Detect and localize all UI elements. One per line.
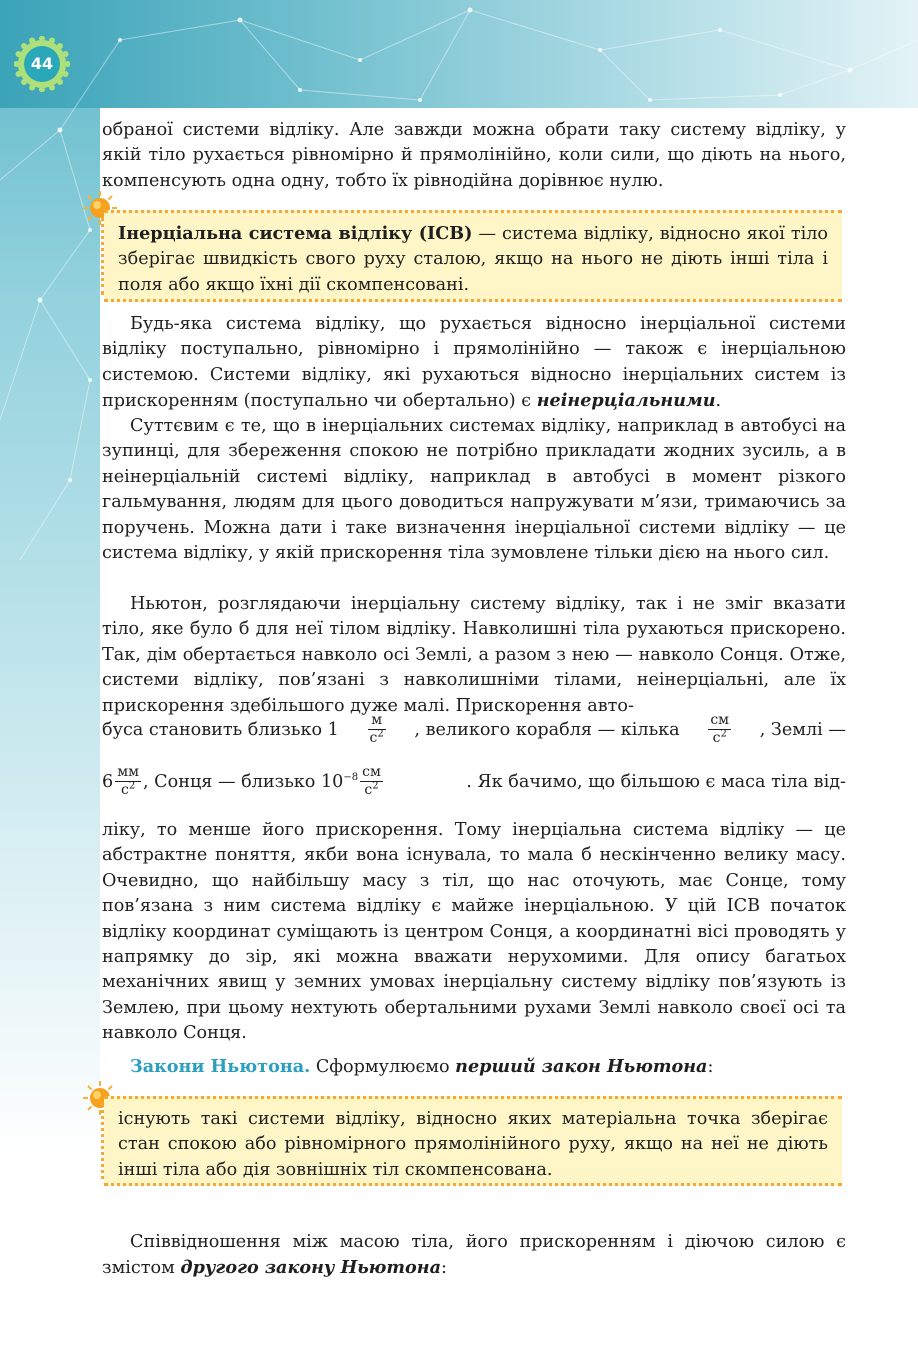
paragraph-noninertial-text: Будь-яка система відліку, що рухається відносно інерціальної системи відліку поступально, рівномірно і прямолінійно — також є інерціальною системою. Системи відліку, які рухаються відносно інерціальних систем із прискоренням (поступально чи обертально) є xyxy=(102,314,846,412)
formula-line-2-c: . Як бачимо, що більшою є маса тіла від- xyxy=(466,771,846,792)
subheading-newton-laws: Закони Ньютона. xyxy=(130,1056,311,1077)
definition-isv: — система відліку, відносно якої тіло зберігає швидкість свого руху сталою, якщо на нього не діють інші тіла і поля або якщо їхні дії скомпенсовані. xyxy=(118,224,828,295)
paragraph-newton-laws xyxy=(102,1054,846,1080)
fraction-cm-s2-num: см xyxy=(710,712,730,728)
paragraph-noninertial-end: . xyxy=(715,391,722,412)
formula-line-2-a: 6 xyxy=(102,771,114,792)
formula-line-2-b: , Сонця — близько $10^{-8}$ xyxy=(142,771,359,792)
fraction-mm-s2-num: мм xyxy=(117,764,139,780)
paragraph-intro: обраної системи відліку. Але завжди можна обрати таку систему відліку, у якій тіло рухається рівномірно й прямолінійно, коли сили, що діють на нього, компенсують одна одну, тобто їх рівнодійна дорівнює нулю. xyxy=(102,120,846,191)
fraction-m-s2 xyxy=(368,712,386,747)
formula-line-1-b: , великого корабля — кілька xyxy=(414,719,680,740)
paragraph-second-law-end: : xyxy=(441,1258,447,1279)
fraction-m-s2-den: $с^2$ xyxy=(369,728,384,746)
newton-laws-text: Сформулюємо xyxy=(310,1057,456,1077)
paragraph-noninertial xyxy=(102,312,846,415)
fraction-cm-s2-sun-num: см xyxy=(362,764,381,780)
formula-line-2 xyxy=(102,764,846,799)
fraction-mm-s2-den: $с^2$ xyxy=(120,780,136,798)
paragraph-newton-frame: Ньютон, розглядаючи інерціальну систему відліку, так і не зміг вказати тіло, яке було б для неї тілом відліку. Навколишні тіла рухаються прискорено. Так, дім обертається навколо осі Землі, а разом з нею — навколо Сонця. Отже, системи відліку, пов’язані з навколишніми тілами, неінерціальні, але їх прискорення здебільшого дуже малі. Прискорення авто- xyxy=(102,594,846,716)
formula-line-1 xyxy=(102,712,846,747)
term-first-law: перший закон Ньютона xyxy=(455,1056,708,1077)
fraction-cm-s2-den: $с^2$ xyxy=(712,728,727,746)
formula-line-1-c: , Землі — xyxy=(759,719,846,740)
newton-laws-end: : xyxy=(707,1057,714,1077)
fraction-m-s2-num: м xyxy=(368,712,386,730)
term-second-law: другого закону Ньютона xyxy=(180,1257,441,1279)
page-number: 44 xyxy=(30,54,54,73)
fraction-cm-s2-sun xyxy=(360,764,383,799)
paragraph-second-law xyxy=(102,1230,846,1282)
fraction-cm-s2-sun-den: $с^2$ xyxy=(364,780,379,798)
formula-line-1-a: буса становить близько 1 xyxy=(102,719,339,740)
paragraph-second-law-text: Співвідношення між масою тіла, його прискоренням і діючою силою є змістом xyxy=(102,1232,846,1279)
term-noninertial: неінерціальними xyxy=(536,390,716,412)
definition-box-first-law: існують такі системи відліку, відносно яких матеріальна точка зберігає стан спокою або рівномірного прямолінійного руху, якщо на неї не діють інші тіла або дія зовнішніх тіл скомпенсована. xyxy=(104,1096,842,1186)
paragraph-bus-example: Суттєвим є те, що в інерціальних системах відліку, наприклад в автобусі на зупинці, для збереження спокою не потрібно прикладати жодних зусиль, а в неінерціальній системі відліку, наприклад в автобусі в момент різкого гальмування, людям для цього доводиться напружувати м’язи, тримаючись за поручень. Можна дати і таке визначення інерціальної системи відліку — це система відліку, у якій прискорення тіла зумовлене тільки дією на нього сил. xyxy=(102,416,846,564)
term-isv: Інерціальна система відліку (ІСВ) xyxy=(118,223,473,244)
paragraph-sun-frame: ліку, то менше його прискорення. Тому інерціальна система відліку — це абстрактне поняття, якби вона існувала, то мала б нескінченно велику масу. Очевидно, що найбільшу масу з тіл, що нас оточують, має Сонце, тому пов’язана з ним система відліку є майже інерціальною. У цій ІСВ початок відліку координат суміщають із центром Сонця, а координатні вісі проводять у напрямку до зір, які можна вважати нерухомими. Для опису багатьох механічних явищ у земних умовах інерціальну систему відліку пов’язують із Землею, при цьому нехтують обертальними рухами Землі навколо своєї осі та навколо Сонця. xyxy=(102,820,846,1044)
fraction-cm-s2 xyxy=(708,712,731,747)
definition-box-isv xyxy=(104,210,842,302)
fraction-mm-s2 xyxy=(115,764,141,799)
